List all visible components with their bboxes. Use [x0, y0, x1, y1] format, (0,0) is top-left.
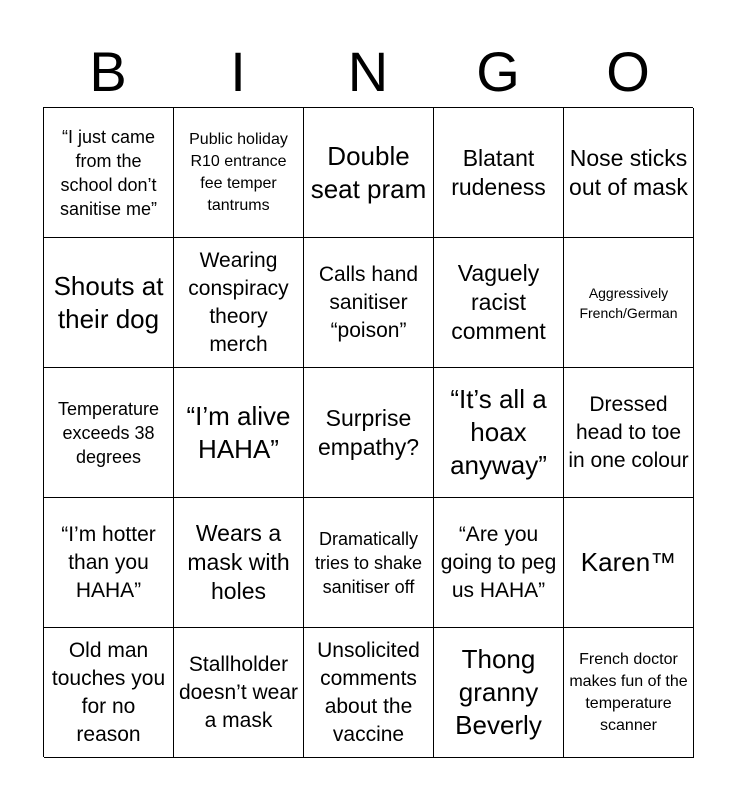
bingo-header: [43, 36, 693, 108]
bingo-cell[interactable]: [174, 628, 304, 758]
bingo-card-grid: [43, 107, 693, 757]
bingo-cell-text: Blatant rudeness: [451, 144, 546, 200]
bingo-cell-text: Thong granny Beverly: [455, 644, 542, 740]
bingo-cell[interactable]: [174, 498, 304, 628]
bingo-cell-text: French doctor makes fun of the temperature scanner: [569, 650, 688, 734]
bingo-cell-text: Nose sticks out of mask: [569, 144, 688, 200]
bingo-cell[interactable]: [44, 628, 174, 758]
bingo-cell-text: Vaguely racist comment: [451, 260, 546, 344]
bingo-cell[interactable]: [304, 238, 434, 368]
bingo-cell-text: Wears a mask with holes: [187, 520, 290, 604]
bingo-cell-text: Calls hand sanitiser “poison”: [318, 262, 419, 342]
header-letter-o: O: [606, 40, 650, 103]
bingo-cell[interactable]: [174, 108, 304, 238]
bingo-cell[interactable]: [174, 368, 304, 498]
bingo-cell[interactable]: [174, 238, 304, 368]
bingo-cell[interactable]: [434, 628, 564, 758]
bingo-cell[interactable]: [564, 368, 694, 498]
bingo-cell[interactable]: [304, 498, 434, 628]
bingo-cell[interactable]: [304, 628, 434, 758]
bingo-cell[interactable]: [434, 368, 564, 498]
bingo-cell-text: Public holiday R10 entrance fee temper tantrums: [189, 130, 288, 214]
bingo-cell-text: Karen™: [580, 547, 677, 577]
bingo-cell[interactable]: [434, 498, 564, 628]
bingo-cell[interactable]: [564, 238, 694, 368]
bingo-cell[interactable]: [564, 498, 694, 628]
bingo-cell-text: “It’s all a hoax anyway”: [450, 384, 547, 480]
bingo-cell-text: Temperature exceeds 38 degrees: [57, 398, 160, 467]
bingo-cell-text: Shouts at their dog: [53, 270, 164, 334]
bingo-cell[interactable]: [44, 368, 174, 498]
bingo-cell[interactable]: [564, 108, 694, 238]
header-letter-g: G: [476, 40, 520, 103]
header-letter-n: N: [347, 40, 389, 103]
bingo-cell[interactable]: [304, 368, 434, 498]
bingo-cell-text: Old man touches you for no reason: [51, 638, 166, 746]
bingo-cell-text: Dramatically tries to shake sanitiser off: [314, 528, 423, 597]
bingo-cell[interactable]: [304, 108, 434, 238]
bingo-cell[interactable]: [434, 108, 564, 238]
bingo-cell[interactable]: [44, 498, 174, 628]
bingo-cell-text: “I’m hotter than you HAHA”: [61, 522, 156, 602]
bingo-cell-text: “I just came from the school don’t sanitise me”: [59, 126, 158, 219]
bingo-cell[interactable]: [44, 238, 174, 368]
bingo-cell-text: “Are you going to peg us HAHA”: [440, 522, 557, 602]
bingo-cell-text: “I’m alive HAHA”: [186, 400, 291, 464]
bingo-cell-text: Dressed head to toe in one colour: [568, 392, 689, 472]
bingo-cell[interactable]: [564, 628, 694, 758]
bingo-cell[interactable]: [44, 108, 174, 238]
header-letter-b: B: [89, 40, 127, 103]
bingo-cell-text: Stallholder doesn’t wear a mask: [178, 652, 299, 732]
bingo-cell-text: Unsolicited comments about the vaccine: [317, 638, 420, 746]
bingo-cell-text: Surprise empathy?: [317, 404, 419, 460]
bingo-cell-text: Double seat pram: [310, 140, 427, 204]
bingo-cell-text: Wearing conspiracy theory merch: [188, 248, 289, 356]
header-letter-i: I: [230, 40, 246, 103]
bingo-cell-text: Aggressively French/German: [579, 284, 678, 321]
bingo-cell[interactable]: [434, 238, 564, 368]
